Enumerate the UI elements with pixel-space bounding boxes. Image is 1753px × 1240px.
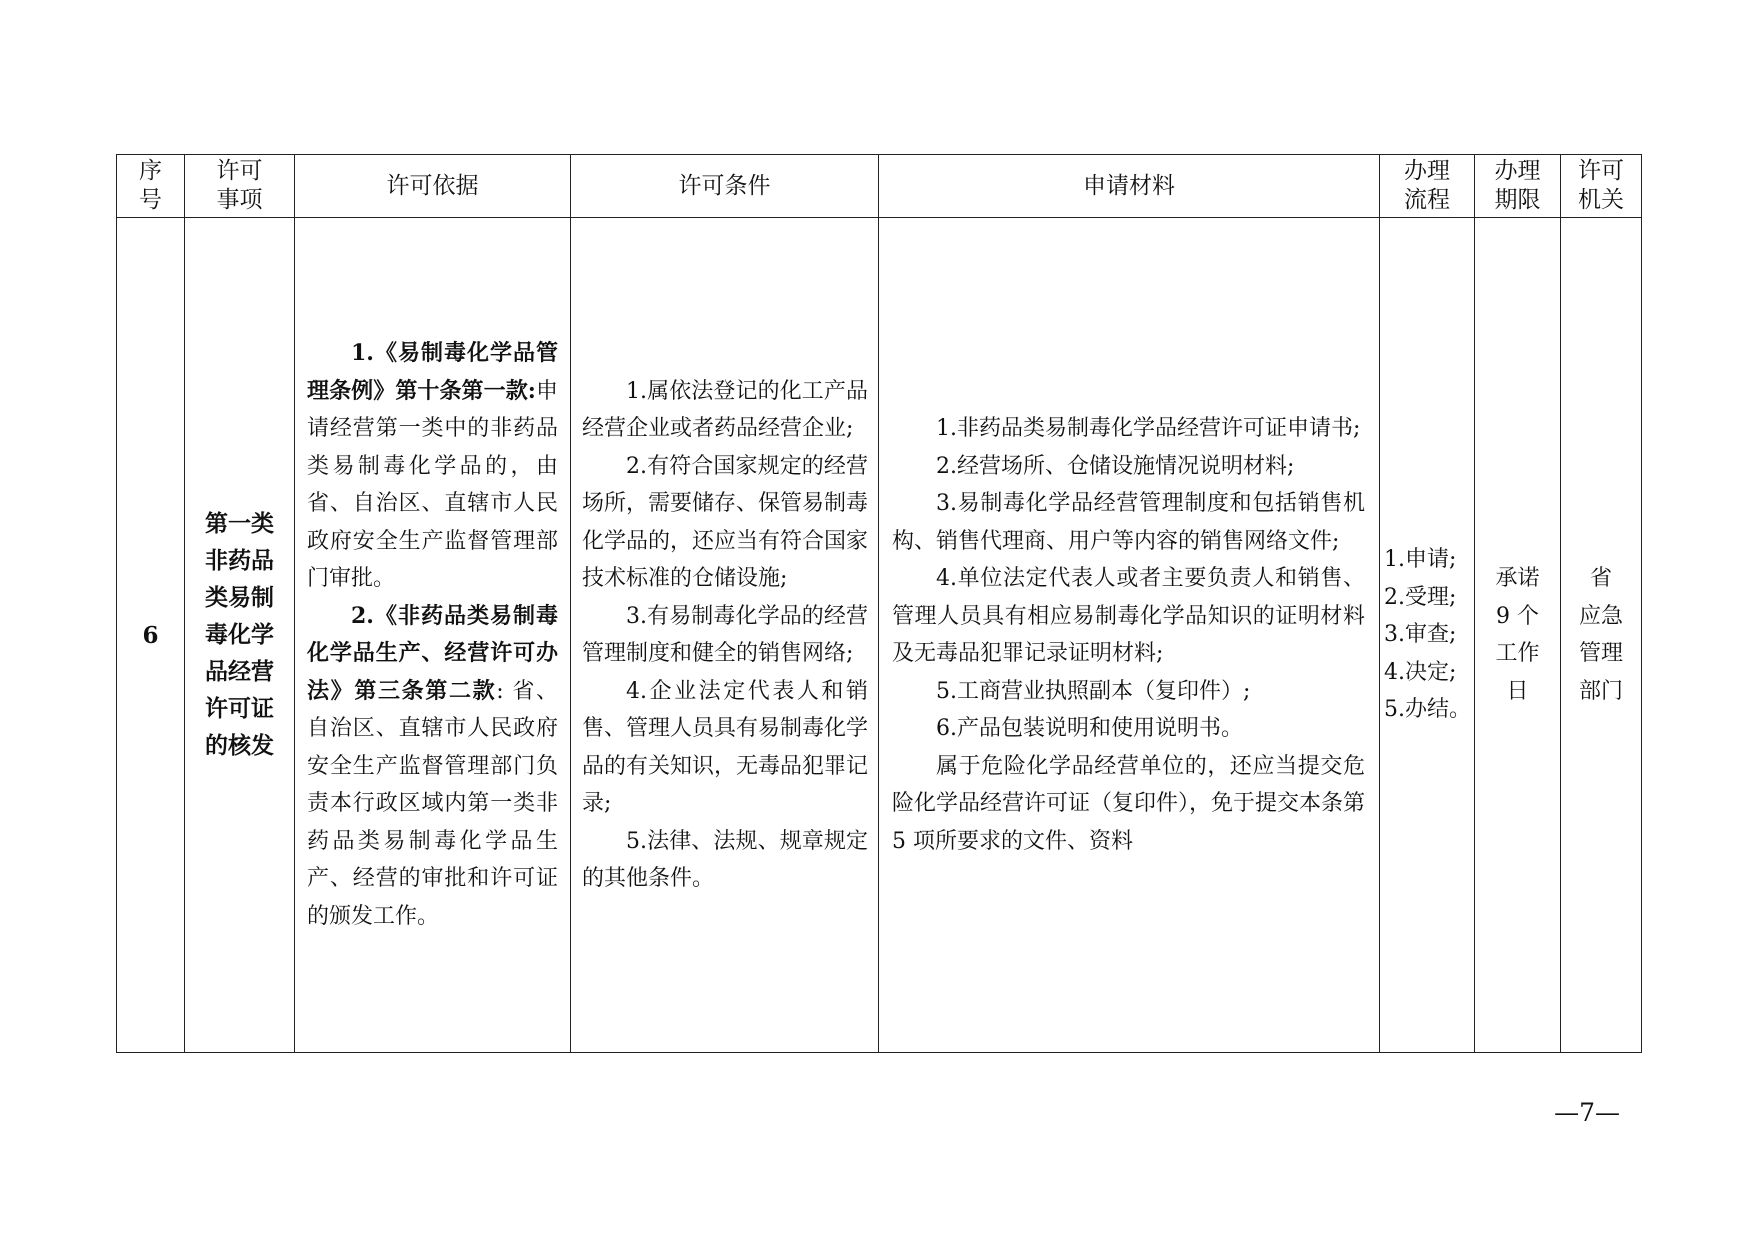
header-authority-line: 许可 [1578,158,1624,184]
time-limit-line: 工作 [1495,641,1540,666]
material-item: 3.易制毒化学品经营管理制度和包括销售机构、销售代理商、用户等内容的销售网络文件; [892,491,1365,554]
header-authority [1561,155,1642,218]
permit-table [116,154,1642,1053]
material-note: 属于危险化学品经营单位的，还应当提交危险化学品经营许可证（复印件），免于提交本条第 5 项所要求的文件、资料 [892,753,1366,854]
page-number: —7— [1554,1098,1620,1127]
header-no-line: 序 [139,158,162,184]
header-basis: 许可依据 [295,155,571,218]
condition-item: 1.属依法登记的化工产品经营企业或者药品经营企业; [582,378,868,441]
permit-item-line: 毒化学 [205,621,274,648]
permit-item [185,218,295,1053]
header-item [185,155,295,218]
permit-conditions [571,218,879,1053]
permit-item-line: 第一类 [205,510,274,537]
time-limit-line: 承诺 [1495,566,1540,591]
basis-clause-text: 申请经营第一类中的非药品类易制毒化学品的，由省、自治区、直辖市人民政府安全生产监督管理部门审批。 [307,378,558,591]
header-authority-line: 机关 [1578,187,1624,213]
basis-clause [307,598,558,936]
permit-item-line: 的核发 [205,732,274,759]
time-limit-line: 9 个 [1496,603,1539,629]
row-number: 6 [117,218,185,1053]
permit-basis [295,218,571,1053]
material-item: 4.单位法定代表人或者主要负责人和销售、管理人员具有相应易制毒化学品知识的证明材料及无毒品犯罪记录证明材料; [892,566,1365,666]
header-time-limit-line: 期限 [1494,187,1541,213]
authority-line: 应急 [1578,603,1623,629]
header-procedure-line: 流程 [1404,187,1450,213]
procedure-step: 5.办结。 [1384,697,1471,723]
material-item: 2.经营场所、仓储设施情况说明材料; [936,453,1295,479]
header-conditions: 许可条件 [571,155,879,218]
material-item: 6.产品包装说明和使用说明书。 [936,716,1243,741]
time-limit-line: 日 [1506,678,1529,704]
condition-item: 3.有易制毒化学品的经营管理制度和健全的销售网络; [582,603,868,666]
table-row [117,218,1642,1053]
header-item-line: 许可 [216,158,263,184]
basis-clause-title: 1.《易制毒化学品管理条例》第十条第一款: [307,340,558,404]
permit-item-line: 品经营 [205,658,274,685]
basis-clause [307,335,558,598]
material-item: 5.工商营业执照副本（复印件）; [936,678,1251,704]
authority-line: 省 [1589,566,1612,591]
header-time-limit [1475,155,1561,218]
header-procedure-line: 办理 [1404,158,1450,184]
material-item: 1.非药品类易制毒化学品经营许可证申请书; [936,416,1361,441]
header-time-limit-line: 办理 [1494,158,1541,184]
basis-clause-text: : 省、自治区、直辖市人民政府安全生产监督管理部门负责本行政区域内第一类非药品类易制毒化学品生产、经营的审批和许可证的颁发工作。 [307,678,558,929]
permit-item-line: 非药品 [205,547,274,574]
authority-line: 管理 [1578,641,1623,666]
permit-item-line: 类易制 [205,584,274,611]
procedure-step: 2.受理; [1384,584,1457,610]
time-limit [1475,218,1561,1053]
basis-clause-title: 2.《非药品类易制毒化学品生产、经营许可办法》第三条第二款 [307,602,558,704]
permit-item-line: 许可证 [205,695,274,722]
header-procedure [1380,155,1475,218]
procedure-step: 4.决定; [1384,659,1457,685]
procedure-step: 3.审查; [1384,622,1457,648]
procedure-steps [1380,218,1475,1053]
header-row [117,155,1642,218]
condition-item: 2.有符合国家规定的经营场所，需要储存、保管易制毒化学品的，还应当有符合国家技术标准的仓储设施; [582,453,869,591]
application-materials [879,218,1380,1053]
header-item-line: 事项 [216,187,263,213]
permit-authority [1561,218,1642,1053]
condition-item: 5.法律、法规、规章规定的其他条件。 [582,828,868,891]
header-materials: 申请材料 [879,155,1380,218]
authority-line: 部门 [1578,678,1623,704]
header-no-line: 号 [139,187,162,213]
procedure-step: 1.申请; [1384,547,1457,573]
header-no [117,155,185,218]
condition-item: 4.企业法定代表人和销售、管理人员具有易制毒化学品的有关知识，无毒品犯罪记录; [582,678,869,816]
